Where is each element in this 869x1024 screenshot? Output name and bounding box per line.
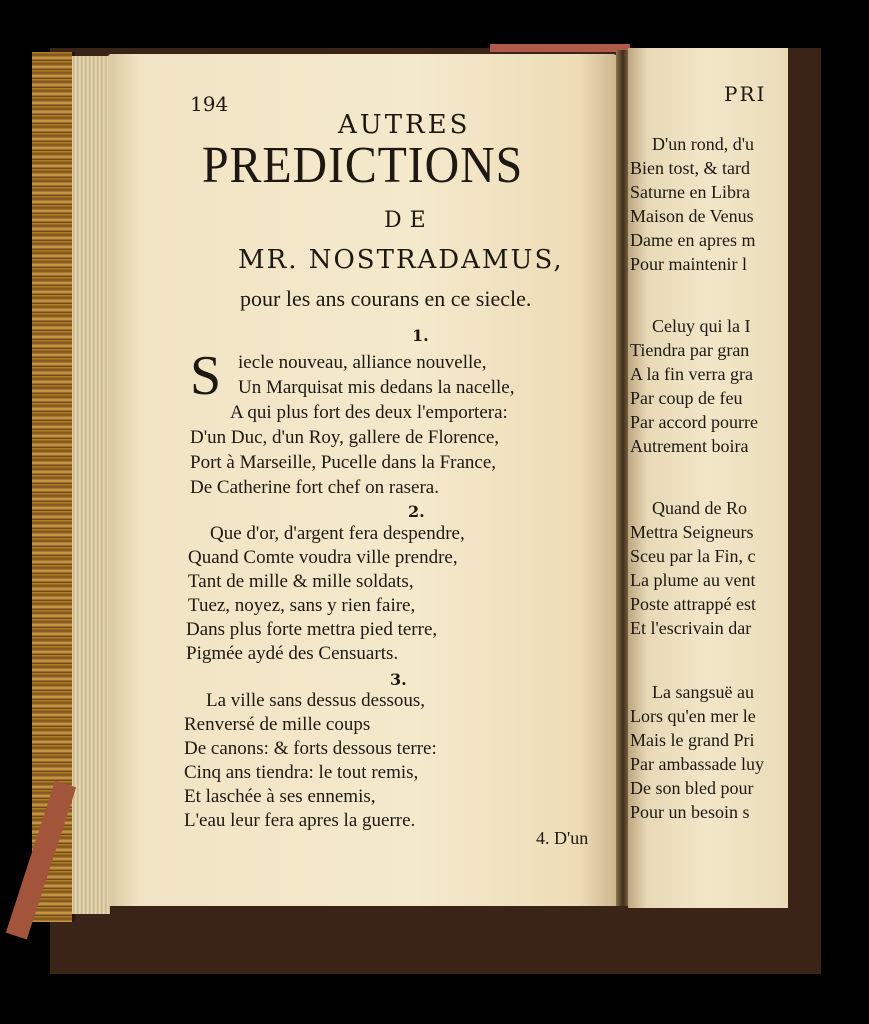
verse-line: D'un rond, d'u bbox=[652, 134, 754, 154]
subtitle: pour les ans courans en ce siecle. bbox=[240, 286, 532, 311]
page-block-edge bbox=[72, 56, 110, 914]
verse-line: Par accord pourre bbox=[630, 412, 758, 432]
verse-line: La ville sans dessus dessous, bbox=[206, 690, 426, 711]
verse-line: D'un Duc, d'un Roy, gallere de Florence, bbox=[190, 427, 500, 448]
verse-line: Pour un besoin s bbox=[630, 802, 750, 822]
verse-line: Dans plus forte mettra pied terre, bbox=[186, 619, 438, 640]
drop-cap: S bbox=[190, 345, 222, 407]
right-page-header: PRI bbox=[724, 82, 767, 106]
verse-line: Sceu par la Fin, c bbox=[630, 546, 756, 566]
verse-line: Mais le grand Pri bbox=[630, 730, 755, 750]
verse-line: Par ambassade luy bbox=[630, 754, 764, 774]
verse-line: Quand de Ro bbox=[652, 498, 747, 518]
verse-line: De son bled pour bbox=[630, 778, 754, 798]
verse-line: Dame en apres m bbox=[630, 230, 756, 250]
verse-line: Bien tost, & tard bbox=[630, 158, 750, 178]
right-page-text bbox=[628, 48, 771, 926]
verse-line: iecle nouveau, alliance nouvelle, bbox=[238, 352, 487, 373]
verse-line: Poste attrappé est bbox=[630, 594, 756, 614]
verse-line: Quand Comte voudra ville prendre, bbox=[188, 547, 458, 568]
verse-line: La plume au vent bbox=[630, 570, 756, 590]
verse-line: La sangsuë au bbox=[652, 682, 754, 702]
verse-line: L'eau leur fera apres la guerre. bbox=[184, 810, 416, 831]
catchword: 4. D'un bbox=[536, 828, 589, 848]
top-ribbon-edge bbox=[490, 44, 630, 52]
verse-line: Pigmée aydé des Censuarts. bbox=[186, 643, 399, 664]
verse-line: Que d'or, d'argent fera despendre, bbox=[210, 523, 465, 544]
title-autres: AUTRES bbox=[338, 110, 471, 140]
verse-line: Un Marquisat mis dedans la nacelle, bbox=[238, 377, 515, 398]
verse-line: Et l'escrivain dar bbox=[630, 618, 752, 638]
title-de: DE bbox=[384, 208, 434, 233]
verse-line: Cinq ans tiendra: le tout remis, bbox=[184, 762, 419, 783]
verse-line: Maison de Venus bbox=[630, 206, 754, 226]
stanza-number: 2. bbox=[408, 502, 425, 521]
verse-line: De canons: & forts dessous terre: bbox=[184, 738, 437, 759]
verse-line: Tuez, noyez, sans y rien faire, bbox=[188, 595, 416, 616]
verse-line: A qui plus fort des deux l'emportera: bbox=[230, 402, 508, 423]
verse-line: Et laschée à ses ennemis, bbox=[184, 786, 376, 807]
page-number: 194 bbox=[190, 92, 229, 116]
stanza-number: 3. bbox=[390, 670, 407, 689]
stanza-number: 1. bbox=[412, 326, 429, 345]
verse-line: Renversé de mille coups bbox=[184, 714, 371, 735]
verse-line: Lors qu'en mer le bbox=[630, 706, 756, 726]
title-author: MR. NOSTRADAMUS, bbox=[238, 245, 564, 275]
verse-line: Saturne en Libra bbox=[630, 182, 750, 202]
title-predictions: PREDICTIONS bbox=[202, 137, 524, 194]
verse-line: Port à Marseille, Pucelle dans la France, bbox=[190, 452, 497, 473]
verse-line: Tiendra par gran bbox=[630, 340, 750, 360]
verse-line: De Catherine fort chef on rasera. bbox=[190, 477, 439, 498]
verse-line: Pour maintenir l bbox=[630, 254, 747, 274]
verse-line: Autrement boira bbox=[630, 436, 749, 456]
verse-line: Par coup de feu bbox=[630, 388, 743, 408]
verse-line: Tant de mille & mille soldats, bbox=[188, 571, 414, 592]
verse-line: Mettra Seigneurs bbox=[630, 522, 754, 542]
verse-line: Celuy qui la I bbox=[652, 316, 751, 336]
verse-line: A la fin verra gra bbox=[630, 364, 753, 384]
